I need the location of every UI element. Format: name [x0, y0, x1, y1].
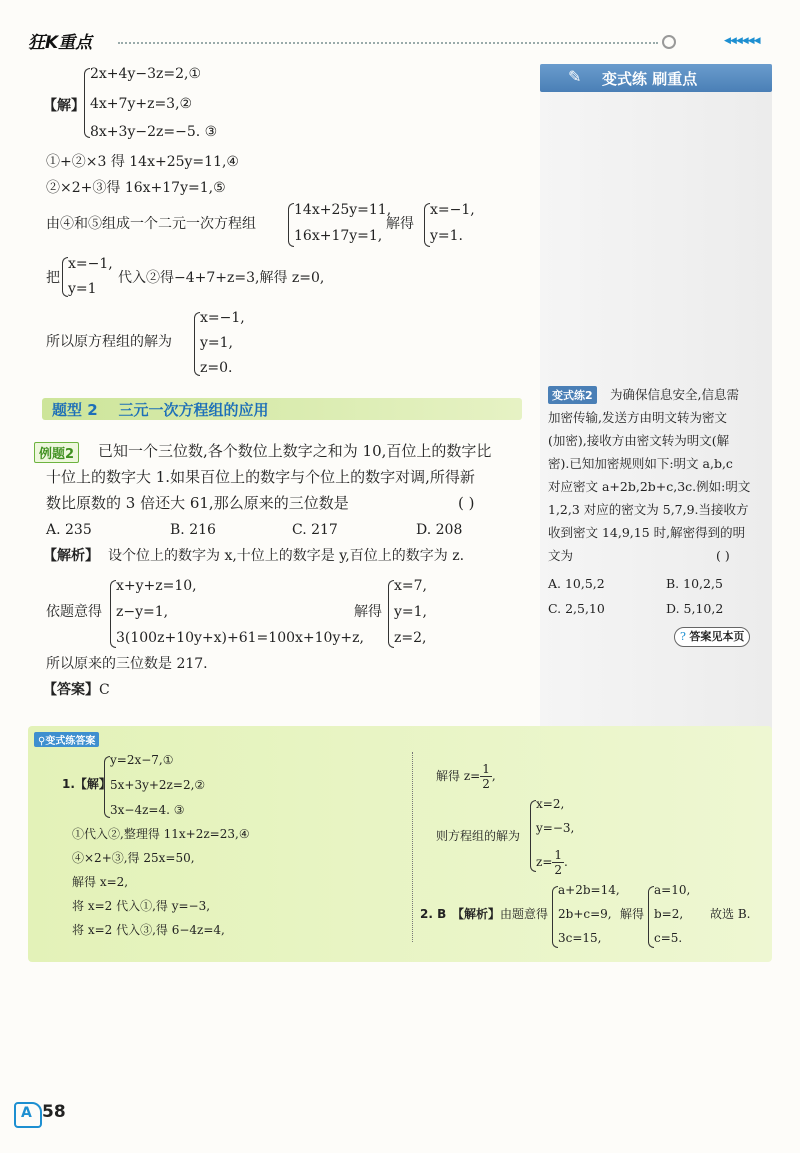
a1-line-1: ①代入②,整理得 11x+2z=23,④: [72, 827, 250, 841]
a1-eq-1: y=2x−7,①: [110, 753, 174, 767]
fraction-denominator: 2: [554, 863, 563, 877]
practice-option-c[interactable]: C. 2,5,10: [548, 601, 605, 616]
ex1-step-1: ①+②×3 得 14x+25y=11,④: [46, 154, 239, 170]
fraction-denominator: 2: [482, 777, 490, 791]
a1-line-2: ④×2+③,得 25x=50,: [72, 851, 195, 865]
practice-line-1: 为确保信息安全,信息需: [610, 387, 739, 402]
ex2-line-2: 十位上的数字大 1.如果百位上的数字与个位上的数字对调,所得新: [46, 468, 475, 486]
ex1-step-4-eq-2: y=1: [68, 281, 97, 297]
practice-option-a[interactable]: A. 10,5,2: [548, 576, 605, 591]
ex1-step-3-eq-1: 14x+25y=11,: [294, 202, 392, 218]
ex2-setup: 依题意得: [46, 604, 102, 620]
practice-icon: ✎: [568, 67, 582, 86]
a2-sol-1: a=10,: [654, 883, 691, 897]
ex1-step-2: ②×2+③得 16x+17y=1,⑤: [46, 180, 226, 196]
practice-option-b[interactable]: B. 10,2,5: [666, 576, 723, 591]
a2-sol-2: b=2,: [654, 907, 684, 921]
ex1-step-5-sol-2: y=1,: [200, 335, 233, 351]
ex1-step-4b: 代入②得−4+7+z=3,解得 z=0,: [118, 270, 325, 286]
a2-eq-2: 2b+c=9,: [558, 907, 612, 921]
ex1-step-4a: 把: [46, 270, 60, 286]
ex2-analysis-label: 【解析】: [43, 548, 99, 564]
ex2-analysis: 设个位上的数字为 x,十位上的数字是 y,百位上的数字为 z.: [108, 548, 465, 564]
a1-right-sol-2: y=−3,: [536, 821, 575, 835]
answers-title-text: 变式练答案: [45, 736, 96, 747]
ex2-sol-2: y=1,: [394, 604, 427, 620]
fraction-numerator: 1: [482, 762, 490, 776]
a1-right-sol-label: 则方程组的解为: [436, 829, 521, 843]
page-number: 58: [42, 1102, 66, 1122]
a1-right-solve-fraction: [480, 762, 492, 791]
ex2-eq-1: x+y+z=10,: [116, 578, 197, 594]
ex1-step-3-eq-2: 16x+17y=1,: [294, 228, 383, 244]
ex1-step-3-sol-1: x=−1,: [430, 202, 475, 218]
ex2-line-3: 数比原数的 3 倍还大 61,那么原来的三位数是: [46, 494, 349, 512]
a1-right-sol-1: x=2,: [536, 797, 565, 811]
section-title: 题型 2 三元一次方程组的应用: [52, 401, 269, 419]
answer-note-text: 答案见本页: [689, 630, 745, 643]
a1-right-solve-text: 解得 z=: [436, 769, 481, 783]
a1-right-solve: [436, 762, 496, 791]
a1-right-solve-end: ,: [491, 769, 496, 783]
a2-solve: 解得: [620, 907, 645, 921]
ex2-line-1: 已知一个三位数,各个数位上数字之和为 10,百位上的数字比: [98, 442, 492, 460]
ex1-step-5-sol-3: z=0.: [200, 360, 233, 376]
ex2-answer-label: 【答案】: [43, 682, 99, 698]
ex1-step-5-sol-1: x=−1,: [200, 310, 245, 326]
a1-eq-3: 3x−4z=4. ③: [110, 803, 185, 817]
ex1-step-3a: 由④和⑤组成一个二元一次方程组: [46, 216, 256, 232]
a2-end: 故选 B.: [710, 907, 751, 921]
header-arrows: ◀◀◀◀◀◀: [724, 36, 760, 46]
a1-right-sol-3-end: .: [564, 855, 568, 869]
a1-right-sol-3-fraction: [552, 848, 564, 877]
page-icon-glyph: A: [21, 1105, 32, 1121]
ex1-eq-2: 4x+7y+z=3,②: [90, 96, 193, 112]
practice-paren: ( ): [716, 548, 730, 563]
ex2-option-b[interactable]: B. 216: [170, 522, 216, 538]
a1-line-4: 将 x=2 代入①,得 y=−3,: [72, 899, 211, 913]
a1-label: 1.【解】: [62, 777, 111, 791]
header-logo: 狂K重点: [28, 33, 93, 53]
header-ring: [662, 35, 676, 49]
section-bar: [42, 398, 522, 420]
practice-line-3: (加密),接收方由密文转为明文(解: [548, 433, 730, 448]
practice-line-2: 加密传输,发送方由明文转为密文: [548, 410, 727, 425]
answers-title-icon: ⚲: [38, 736, 46, 747]
a2-eq-3: 3c=15,: [558, 931, 602, 945]
ex2-option-a[interactable]: A. 235: [46, 522, 92, 538]
practice-line-8: 文为: [548, 548, 574, 563]
ex1-step-4-eq-1: x=−1,: [68, 256, 113, 272]
a1-right-sol-3: [536, 848, 568, 877]
ex2-conclusion: 所以原来的三位数是 217.: [46, 656, 208, 672]
ex2-option-d[interactable]: D. 208: [416, 522, 463, 538]
a2-label: 2. B: [420, 907, 447, 921]
answers-title: [34, 732, 99, 747]
ex1-step-3b: 解得: [386, 216, 414, 232]
ex2-badge: 例题2: [34, 442, 79, 463]
practice-header-title: 变式练 刷重点: [602, 70, 698, 88]
answers-divider: [412, 752, 413, 942]
page-number-icon: [14, 1102, 42, 1128]
a2-sol-3: c=5.: [654, 931, 683, 945]
a2-setup: 由题意得: [500, 907, 549, 921]
ex1-label: 【解】: [43, 98, 85, 114]
answer-note[interactable]: [674, 627, 750, 647]
ex1-eq-3: 8x+3y−2z=−5. ③: [90, 124, 218, 140]
ex2-paren: ( ): [458, 494, 475, 512]
practice-line-6: 1,2,3 对应的密文为 5,7,9.当接收方: [548, 502, 749, 517]
answer-note-icon: ?: [680, 630, 686, 643]
ex2-solve: 解得: [354, 604, 382, 620]
ex2-eq-2: z−y=1,: [116, 604, 169, 620]
ex2-sol-1: x=7,: [394, 578, 427, 594]
ex2-option-c[interactable]: C. 217: [292, 522, 338, 538]
practice-header: [540, 64, 772, 92]
a1-eq-2: 5x+3y+2z=2,②: [110, 778, 206, 792]
fraction-numerator: 1: [554, 848, 563, 862]
a2-tag: 【解析】: [452, 907, 501, 921]
a2-eq-1: a+2b=14,: [558, 883, 620, 897]
practice-option-d[interactable]: D. 5,10,2: [666, 601, 724, 616]
practice-badge: 变式练2: [548, 386, 597, 404]
ex2-eq-3: 3(100z+10y+x)+61=100x+10y+z,: [116, 630, 364, 646]
a1-line-5: 将 x=2 代入③,得 6−4z=4,: [72, 923, 225, 937]
ex2-answer: [43, 680, 110, 700]
a1-line-3: 解得 x=2,: [72, 875, 129, 889]
header-dotted-rule: [118, 42, 658, 44]
ex2-sol-3: z=2,: [394, 630, 427, 646]
practice-line-7: 收到密文 14,9,15 时,解密得到的明: [548, 525, 746, 540]
ex1-step-5: 所以原方程组的解为: [46, 334, 172, 350]
a1-right-sol-3-text: z=: [536, 855, 553, 869]
ex1-eq-1: 2x+4y−3z=2,①: [90, 66, 202, 82]
practice-line-5: 对应密文 a+2b,2b+c,3c.例如:明文: [548, 479, 751, 494]
ex1-step-3-sol-2: y=1.: [430, 228, 463, 244]
ex2-answer-value: C: [99, 682, 110, 698]
practice-line-4: 密).已知加密规则如下:明文 a,b,c: [548, 456, 733, 471]
